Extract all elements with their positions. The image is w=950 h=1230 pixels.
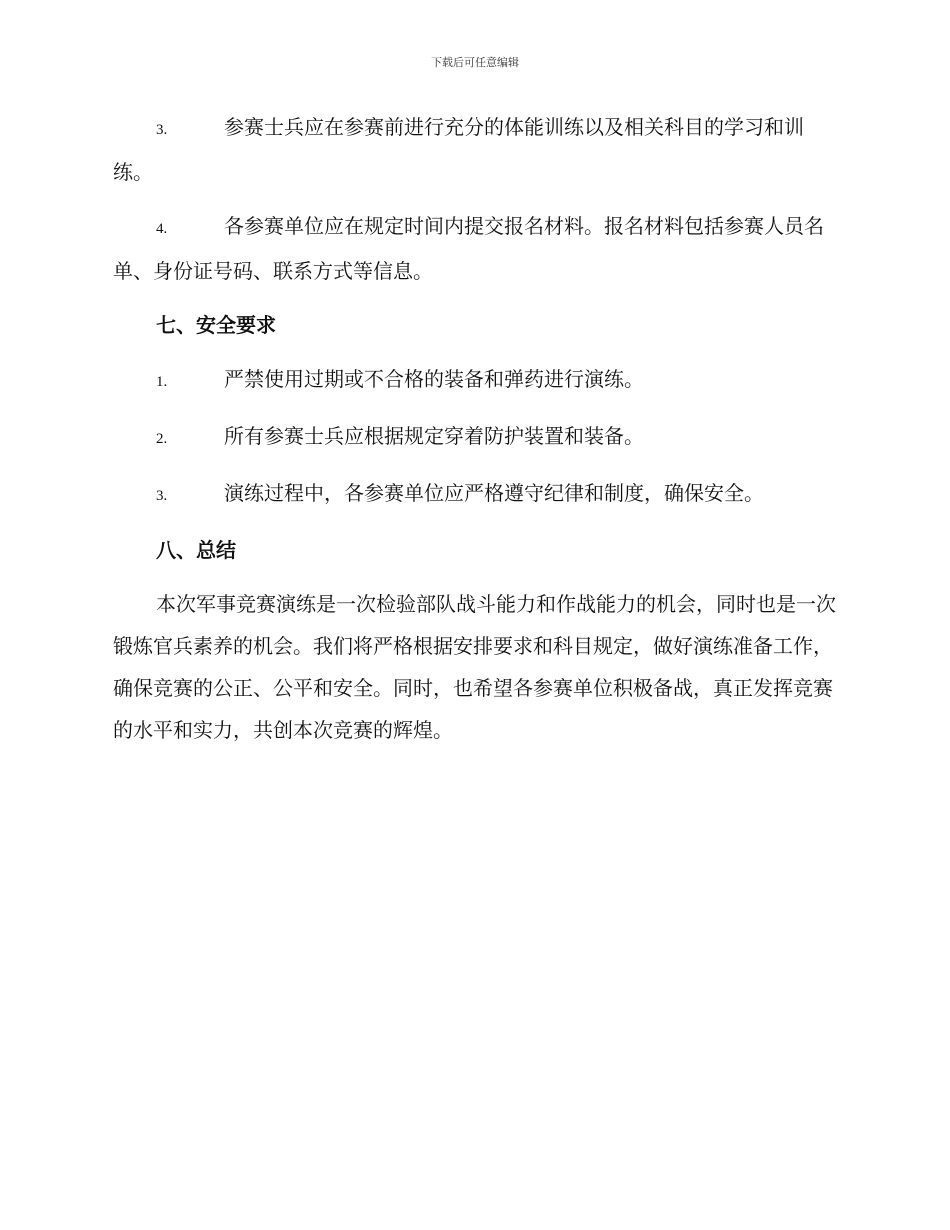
- list-number: 3.: [156, 122, 168, 138]
- list-item: [113, 472, 837, 517]
- list-item: [113, 106, 837, 193]
- list-text: 演练过程中，各参赛单位应严格遵守纪律和制度，确保安全。: [224, 481, 764, 505]
- list-item: [113, 205, 837, 292]
- list-number: 2.: [156, 431, 168, 447]
- summary-paragraph: 本次军事竞赛演练是一次检验部队战斗能力和作战能力的机会，同时也是一次锻炼官兵素养的机会。我们将严格根据安排要求和科目规定，做好演练准备工作，确保竞赛的公正、公平和安全。同时，也希望各参赛单位积极备战，真正发挥竞赛的水平和实力，共创本次竞赛的辉煌。: [113, 592, 836, 742]
- list-text: 所有参赛士兵应根据规定穿着防护装置和装备。: [224, 424, 644, 448]
- section-heading-safety: 七、安全要求: [156, 313, 276, 337]
- section-heading-summary: 八、总结: [156, 538, 236, 562]
- document-body: [113, 106, 837, 751]
- list-text: 各参赛单位应在规定时间内提交报名材料。报名材料包括参赛人员名单、身份证号码、联系方式等信息。: [113, 214, 824, 283]
- list-number: 4.: [156, 221, 168, 237]
- list-text: 参赛士兵应在参赛前进行充分的体能训练以及相关科目的学习和训练。: [113, 115, 804, 184]
- page-header: 下载后可任意编辑: [431, 56, 519, 69]
- list-number: 3.: [156, 488, 168, 504]
- list-number: 1.: [156, 374, 168, 390]
- list-text: 严禁使用过期或不合格的装备和弹药进行演练。: [224, 367, 644, 391]
- list-item: [113, 358, 837, 403]
- list-item: [113, 415, 837, 460]
